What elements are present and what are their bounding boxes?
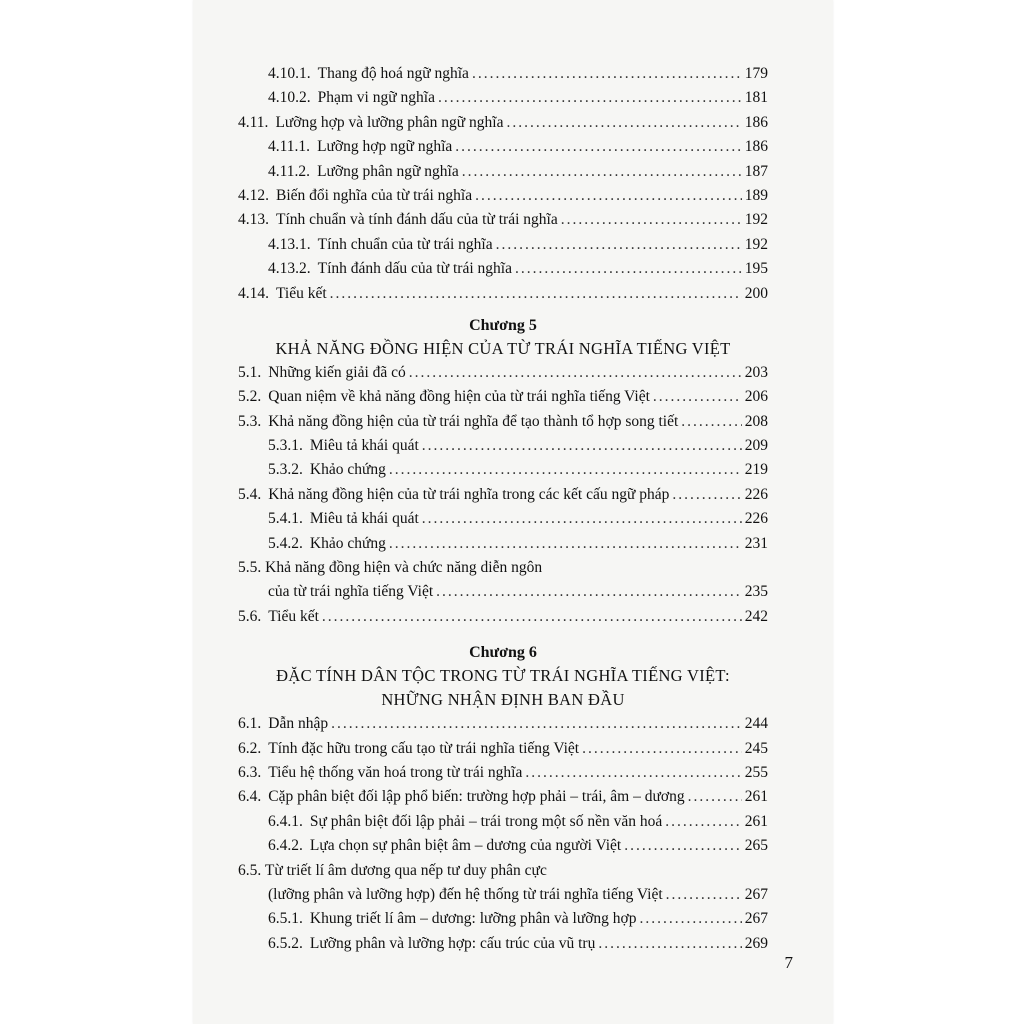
entry-title: Tính chuẩn và tính đánh dấu của từ trái nghĩa [276,211,558,229]
page-ref: 189 [744,186,768,204]
toc-entry [238,834,768,858]
page-ref: 235 [744,583,768,601]
leader-dots [688,785,742,809]
leader-dots [496,233,742,257]
leader-dots [422,434,742,458]
page-ref: 200 [744,284,768,302]
page-ref: 186 [744,138,768,156]
page-ref: 219 [744,461,768,479]
entry-title: Biến đổi nghĩa của từ trái nghĩa [276,186,473,204]
page-ref: 242 [744,607,768,625]
entry-number: 5.3.2. [268,461,303,479]
entry-number: 4.13. [238,211,269,229]
toc-entry [238,184,768,208]
toc-entry-multiline: 5.5. Khả năng đồng hiện và chức năng diễn ngôn [238,559,543,577]
chapter-5-entries [238,361,768,556]
entry-title: Miêu tả khái quát [309,437,419,455]
chapter-5-heading [238,314,768,361]
page-ref: 261 [744,812,768,830]
page-ref: 203 [744,363,768,381]
toc-entry-multiline: 6.5. Từ triết lí âm dương qua nếp tư duy phân cực [238,861,547,879]
chapter-6-heading [238,641,768,712]
entry-number: 6.2. [238,739,262,757]
leader-dots [475,184,742,208]
entry-title: Khả năng đồng hiện của từ trái nghĩa trong các kết cấu ngữ pháp [268,485,670,503]
chapter-title: KHẢ NĂNG ĐỒNG HIỆN CỦA TỪ TRÁI NGHĨA TIẾNG VIỆT [275,338,731,358]
page-ref: 208 [744,412,768,430]
entry-number: 6.1. [238,715,262,733]
entry-title: Lưỡng phân và lưỡng hợp: cấu trúc của vũ trụ [309,934,596,952]
page-ref: 209 [744,437,768,455]
leader-dots [640,907,742,931]
chapter-6-tail-entries [238,907,768,956]
entry-title: Tính đặc hữu trong cấu tạo từ trái nghĩa tiếng Việt [268,739,580,757]
entry-number: 5.4.2. [268,534,303,552]
chapter-title-line-1: ĐẶC TÍNH DÂN TỘC TRONG TỪ TRÁI NGHĨA TIẾNG VIỆT: [276,666,730,686]
page-ref: 244 [744,715,768,733]
page-ref: 192 [744,235,768,253]
entry-number: 4.11.2. [268,162,311,180]
entry-title: Khảo chứng [309,534,386,552]
toc-entry: 5.6. Tiểu kết ..... 242 [238,605,768,629]
page-ref: 265 [744,837,768,855]
leader-dots [472,62,742,86]
page-ref: 261 [744,788,768,806]
entry-number: 4.13.2. [268,260,311,278]
entry-number: 5.1. [238,363,262,381]
toc-entry [238,810,768,834]
book-page [193,0,833,1024]
entry-number: 4.10.1. [268,65,311,82]
leader-dots [389,532,742,556]
entry-number: 5.2. [238,388,262,406]
toc-entry [238,532,768,556]
leader-dots [462,160,742,184]
toc-entry [238,62,768,86]
entry-title: Tiểu hệ thống văn hoá trong từ trái nghĩa [268,763,523,781]
toc-entry [238,257,768,281]
chapter-number: Chương 5 [469,316,537,334]
leader-dots [438,86,742,110]
toc-entry [238,785,768,809]
entry-title: Lưỡng hợp ngữ nghĩa [317,138,453,156]
entry-number: 4.12. [238,186,269,204]
entry-number: 4.11. [238,113,269,131]
entry-number: 5.3.1. [268,437,303,455]
entry-title: Quan niệm về khả năng đồng hiện của từ trái nghĩa tiếng Việt [268,388,650,406]
toc-entry [238,458,768,482]
entry-number: 5.3. [238,412,262,430]
leader-dots [653,385,742,409]
entry-number: 5.4.1. [268,510,303,528]
leader-dots [666,883,742,907]
page-ref: 181 [744,89,768,107]
page-ref: 226 [744,510,768,528]
entry-number: 6.3. [238,763,262,781]
page-ref: 269 [744,934,768,952]
toc-entry [238,932,768,956]
entry-number: 6.4.2. [268,837,303,855]
entry-number: 6.4.1. [268,812,303,830]
toc-entry [238,907,768,931]
entry-title: Phạm vi ngữ nghĩa [317,89,435,107]
page-ref: 186 [744,113,768,131]
entry-title: Khả năng đồng hiện của từ trái nghĩa để tạo thành tổ hợp song tiết [268,412,679,430]
entry-number: 4.11.1. [268,138,311,156]
entry-title: Cặp phân biệt đối lập phổ biến: trường hợp phải – trái, âm – dương [268,788,685,806]
leader-dots [322,605,742,629]
leader-dots [515,257,742,281]
leader-dots [422,507,742,531]
chapter-number: Chương 6 [469,644,537,662]
entry-title: Khảo chứng [309,461,386,479]
page-ref: 192 [744,211,768,229]
toc-entry [238,761,768,785]
entry-number: 6.4. [238,788,262,806]
entry-title: Tiểu kết [276,284,327,302]
leader-dots [525,761,741,785]
toc-entry: (lưỡng phân và lưỡng hợp) đến hệ thống từ trái nghĩa tiếng Việt ..... 267 [238,883,768,907]
entry-title: Tính đánh dấu của từ trái nghĩa [317,260,512,278]
toc-entry [238,385,768,409]
entry-title: Khung triết lí âm – dương: lưỡng phân và lưỡng hợp [309,910,637,928]
toc-entry [238,361,768,385]
leader-dots [506,111,741,135]
page-ref: 187 [744,162,768,180]
leader-dots [455,135,741,159]
toc-entry [238,233,768,257]
page-ref: 195 [744,260,768,278]
toc-entry [238,434,768,458]
page-ref: 179 [744,65,768,82]
entry-title: Lựa chọn sự phân biệt âm – dương của người Việt [309,837,622,855]
toc-entry [238,160,768,184]
entry-title: Tính chuẩn của từ trái nghĩa [317,235,493,253]
toc-entry [238,111,768,135]
leader-dots [561,208,742,232]
leader-dots [409,361,742,385]
leader-dots [436,580,742,604]
entry-number: 4.14. [238,284,269,302]
entry-title: Lưỡng hợp và lưỡng phân ngữ nghĩa [275,113,504,131]
page-ref: 267 [744,910,768,928]
page-ref: 245 [744,739,768,757]
toc-entry [238,483,768,507]
entry-title: Lưỡng phân ngữ nghĩa [317,162,459,180]
entry-title: Sự phân biệt đối lập phải – trái trong một số nền văn hoá [309,812,663,830]
toc-entry [238,507,768,531]
leader-dots [598,932,741,956]
leader-dots [665,810,742,834]
toc-entry [238,737,768,761]
entry-number: 5.4. [238,485,262,503]
leader-dots [331,712,742,736]
toc-entry [238,282,768,306]
toc-entry [238,208,768,232]
page-ref: 226 [744,485,768,503]
page-ref: 267 [744,885,768,903]
entry-number: 4.10.2. [268,89,311,107]
leader-dots [330,282,742,306]
leader-dots [624,834,742,858]
table-of-contents [238,62,768,956]
toc-entry [238,712,768,736]
section-4-entries [238,62,768,306]
entry-number: 6.5.2. [268,934,303,952]
leader-dots [389,458,742,482]
page-ref: 231 [744,534,768,552]
entry-title: Những kiến giải đã có [268,363,406,381]
entry-number: 6.5.1. [268,910,303,928]
toc-entry [238,86,768,110]
toc-entry [238,410,768,434]
page-ref: 255 [744,763,768,781]
leader-dots [582,737,742,761]
page-ref: 206 [744,388,768,406]
entry-title: Miêu tả khái quát [309,510,419,528]
leader-dots [672,483,741,507]
toc-entry: của từ trái nghĩa tiếng Việt ..... 235 [238,580,768,604]
leader-dots [681,410,741,434]
entry-title: Dẫn nhập [268,715,329,733]
toc-entry [238,135,768,159]
chapter-6-entries [238,712,768,858]
entry-title: Thang độ hoá ngữ nghĩa [317,65,469,82]
chapter-title-line-2: NHỮNG NHẬN ĐỊNH BAN ĐẦU [381,690,625,710]
entry-number: 4.13.1. [268,235,311,253]
page-number: 7 [784,953,793,972]
